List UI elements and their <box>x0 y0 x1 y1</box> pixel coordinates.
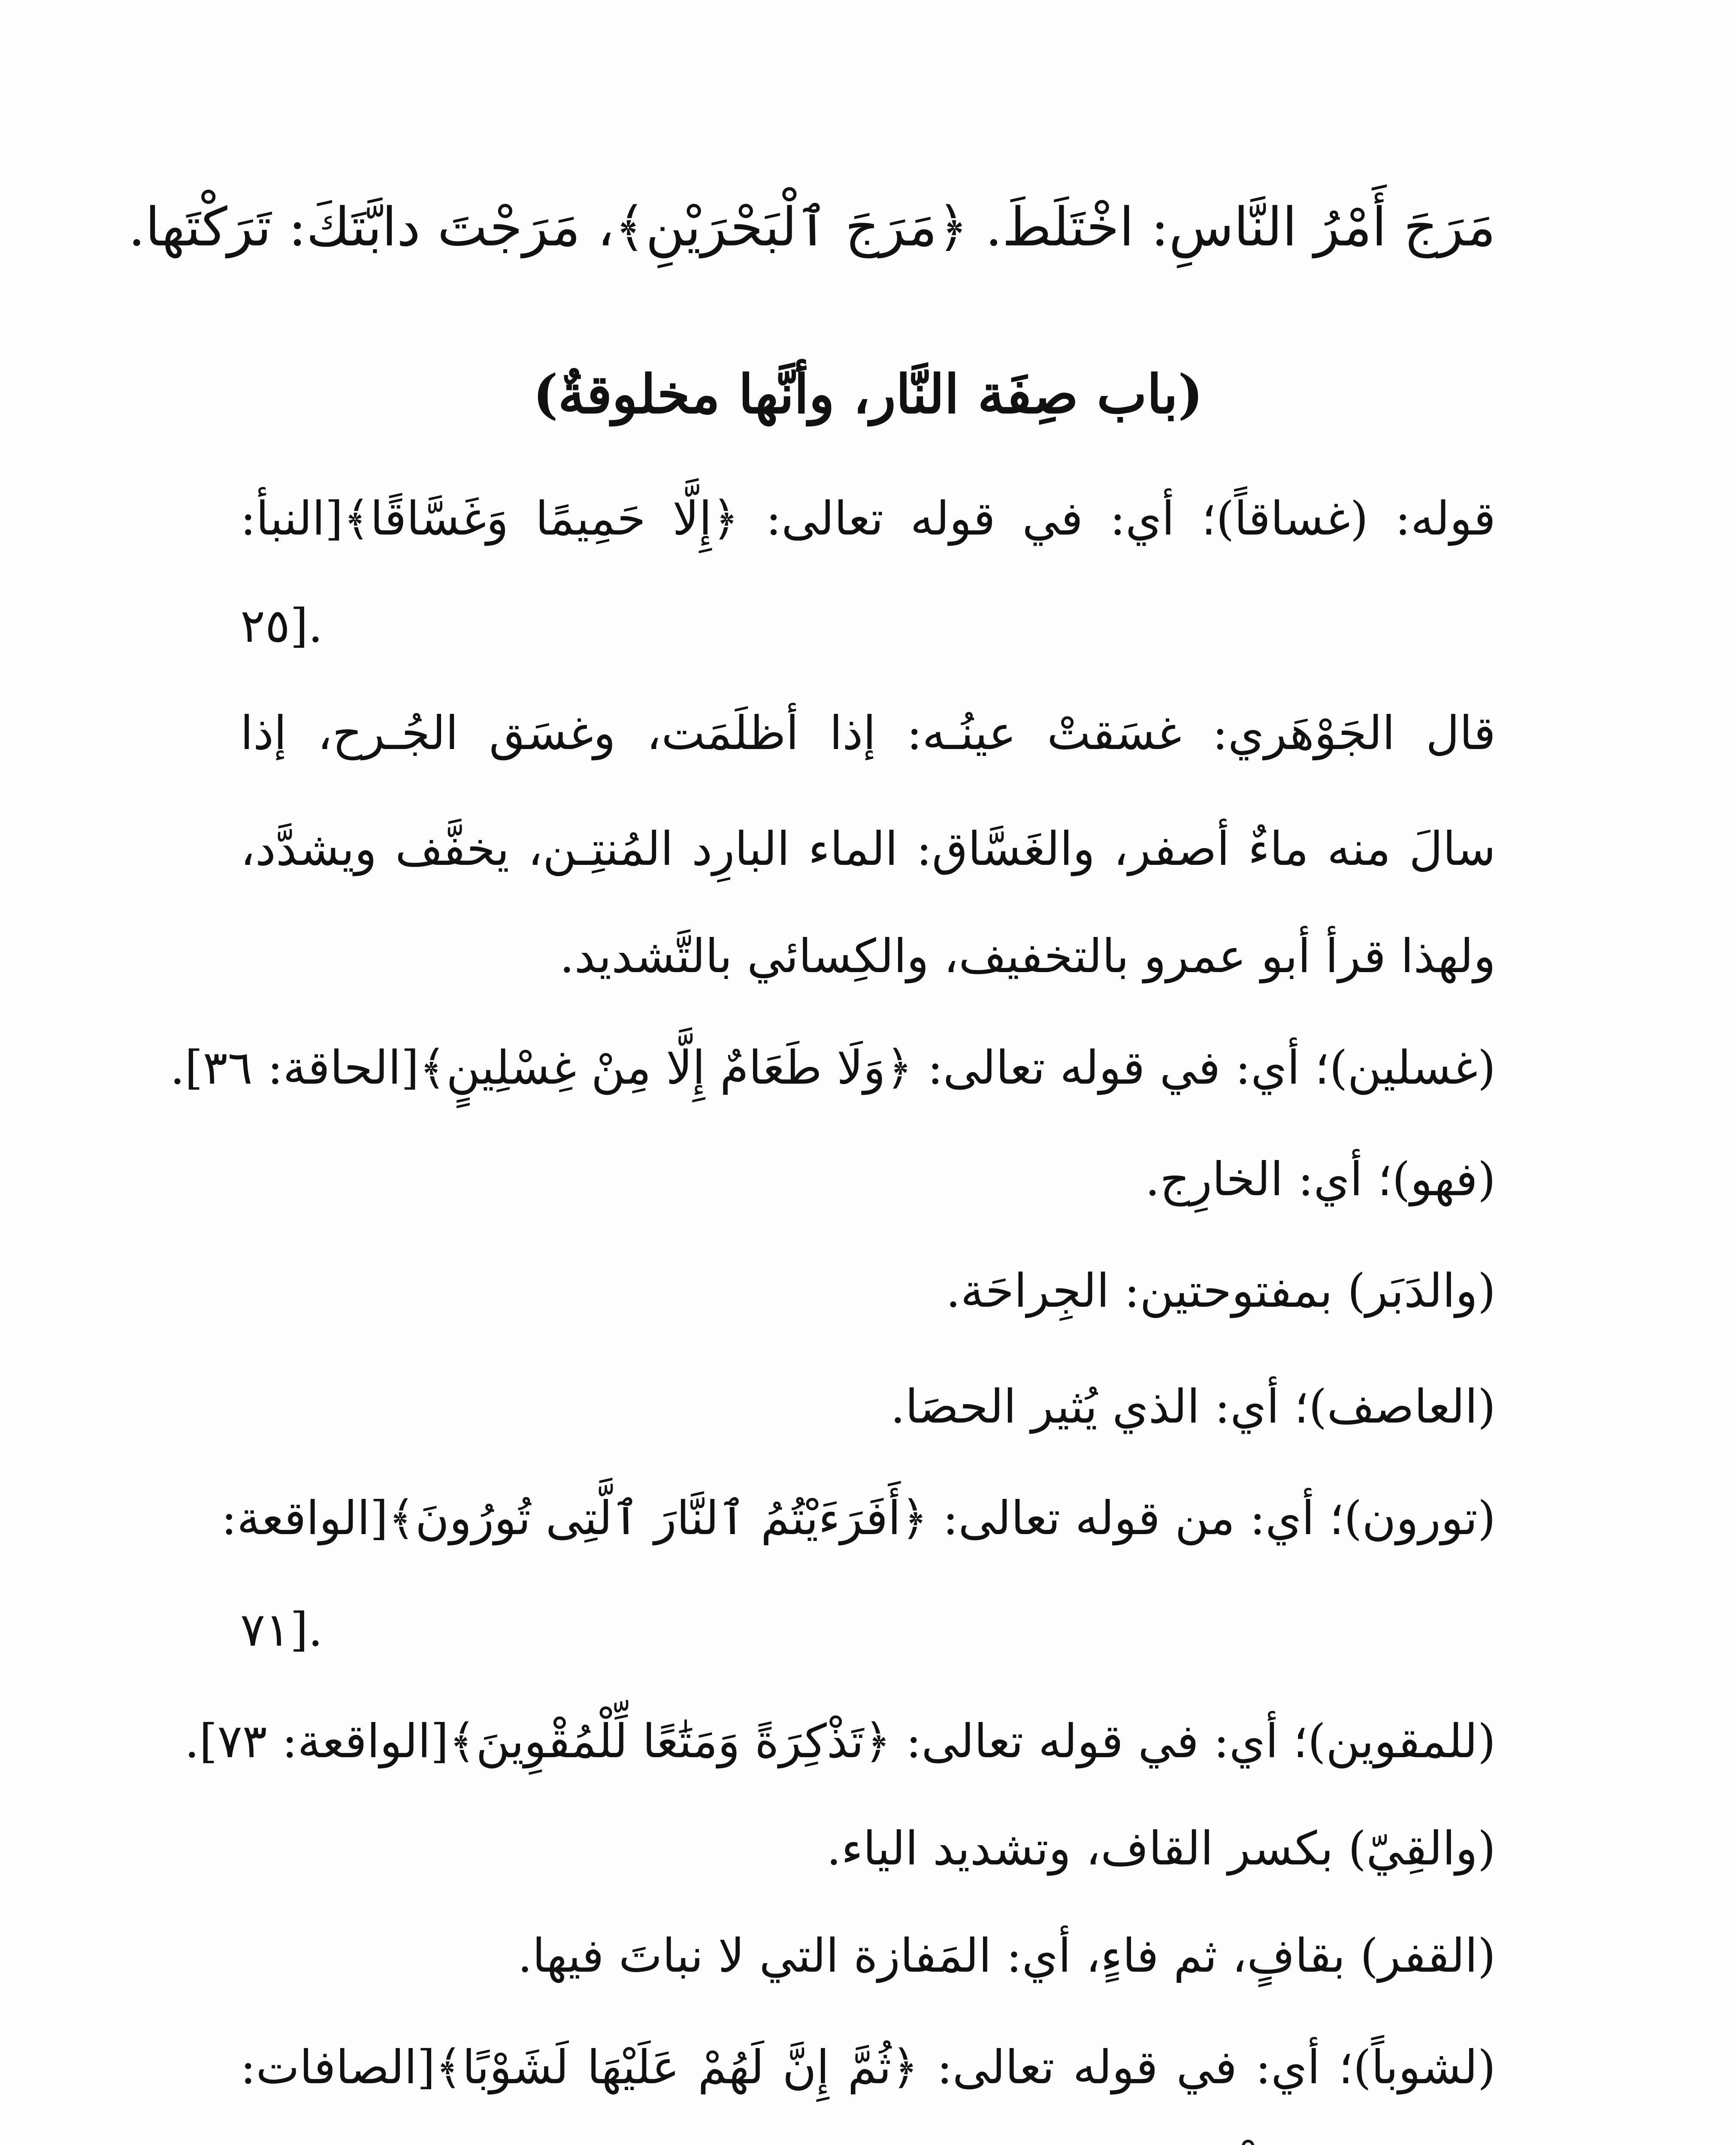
text-line-3: قوله: (غساقاً)؛ أي: في قوله تعالى: ﴿إِلَّا حَمِيمًا وَغَسَّاقًا﴾[النبأ: <box>240 492 1496 546</box>
text-line-17: (لشوباً)؛ أي: في قوله تعالى: ﴿ثُمَّ إِنَّ لَهُمْ عَلَيْهَا لَشَوْبًا﴾[الصافات: <box>240 2041 1496 2094</box>
text-line-5: قال الجَوْهَري: غسَقتْ عينُـه: إذا أظلَمَت، وغسَق الجُـرح، إذا <box>240 707 1496 760</box>
text-line-14: (للمقوين)؛ أي: في قوله تعالى: ﴿تَذْكِرَةً وَمَتَٰعًا لِّلْمُقْوِينَ﴾[الواقعة: ٧٣]. <box>184 1715 1496 1768</box>
text-line-18 <box>240 2141 1496 2145</box>
text-line-8: (غسلين)؛ أي: في قوله تعالى: ﴿وَلَا طَعَامٌ إِلَّا مِنْ غِسْلِينٍ﴾[الحاقة: ٣٦]. <box>170 1041 1496 1095</box>
text-line-9: (فهو)؛ أي: الخارِج. <box>1145 1153 1496 1206</box>
text-line-10: (والدَبَر) بمفتوحتين: الجِراحَة. <box>946 1264 1496 1318</box>
text-line-11: (العاصف)؛ أي: الذي يُثير الحصَا. <box>890 1380 1496 1434</box>
text-line-4: ٢٥]. <box>240 599 323 653</box>
text-line-6: سالَ منه ماءٌ أصفر، والغَسَّاق: الماء البارِد المُنتِـن، يخفَّف ويشدَّد، <box>240 822 1496 876</box>
text-line-13: ٧١]. <box>240 1603 323 1657</box>
section-heading: (باب صِفَة النَّار، وأنَّها مخلوقةٌ) <box>533 363 1203 426</box>
text-line-1: مَرَجَ أَمْرُ النَّاسِ: اخْتَلَطَ. ﴿مَرَجَ ٱلْبَحْرَيْنِ﴾، مَرَجْتَ دابَّتَكَ: تَرَكْتَها. <box>128 196 1496 258</box>
text-line-12: (تورون)؛ أي: من قوله تعالى: ﴿أَفَرَءَيْتُمُ ٱلنَّارَ ٱلَّتِى تُورُونَ﴾[الواقعة: <box>221 1492 1496 1545</box>
text-line-7: ولهذا قرأ أبو عمرو بالتخفيف، والكِسائي بالتَّشديد. <box>560 930 1496 983</box>
text-line-15: (والقِيّ) بكسر القاف، وتشديد الياء. <box>826 1822 1496 1876</box>
text-line-16: (القفر) بقافٍ، ثم فاءٍ، أي: المَفازة التي لا نباتَ فيها. <box>517 1929 1496 1983</box>
